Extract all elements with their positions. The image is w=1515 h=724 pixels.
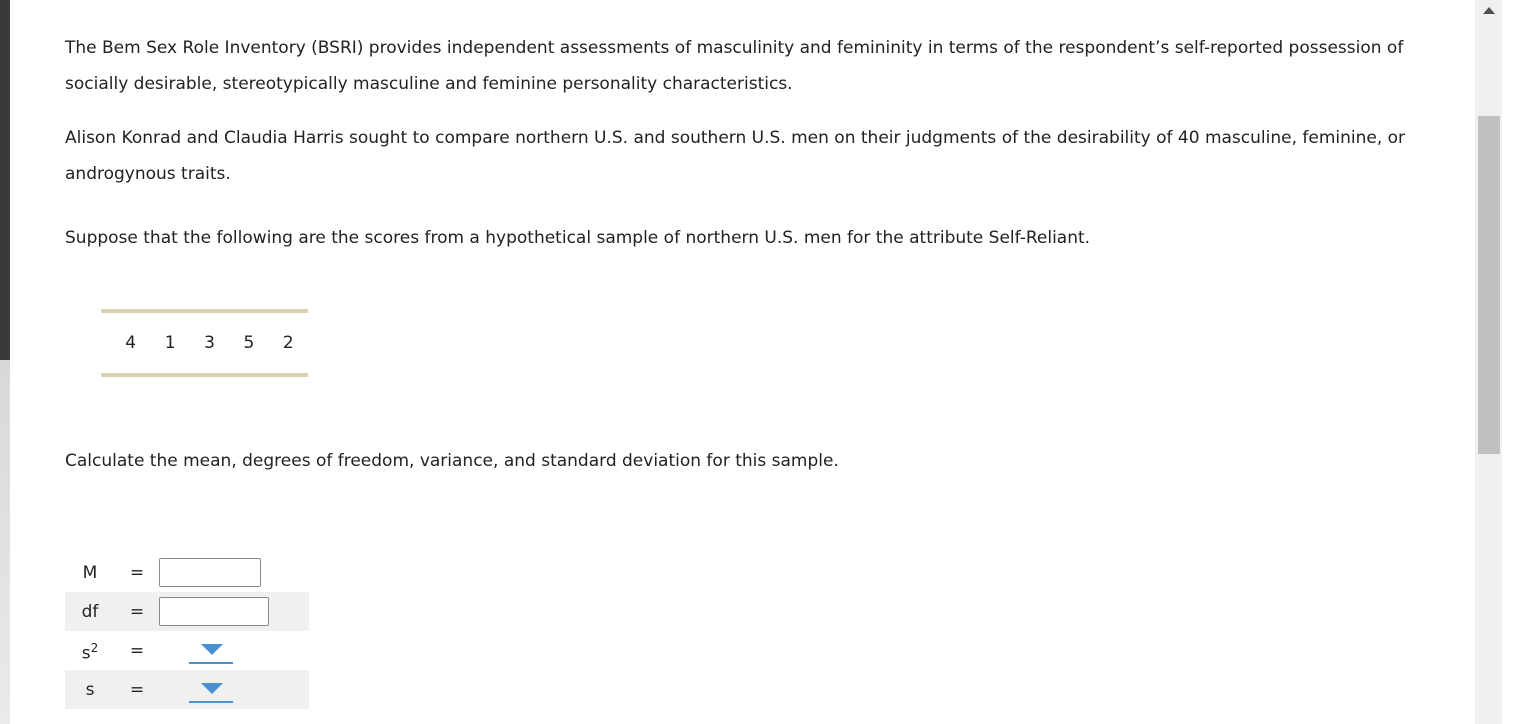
scrollbar-thumb[interactable]: [1478, 116, 1500, 454]
mean-symbol: M: [82, 562, 98, 583]
df-symbol: df: [81, 601, 99, 622]
variance-letter: s: [81, 643, 91, 664]
equals-sign: =: [129, 562, 145, 583]
score-value: 5: [243, 333, 255, 353]
df-input[interactable]: [159, 597, 269, 626]
instruction-paragraph: Calculate the mean, degrees of freedom, variance, and standard deviation for this sample.: [65, 451, 839, 471]
caret-down-icon: [201, 683, 223, 694]
answer-table: [65, 553, 309, 709]
mean-row: [65, 553, 309, 592]
variance-dropdown[interactable]: [189, 638, 233, 664]
vertical-scrollbar[interactable]: [1475, 0, 1515, 724]
score-value: 2: [282, 333, 294, 353]
intro-paragraph: The Bem Sex Role Inventory (BSRI) provides independent assessments of masculinity and femininity in terms of the respondent’s self-reported possession of socially desirable, stereotypically masculine and feminine personality characteristics.: [65, 38, 1404, 94]
equals-sign: =: [129, 679, 145, 700]
caret-down-icon: [201, 644, 223, 655]
variance-exponent: 2: [90, 640, 99, 655]
left-window-edge: [0, 0, 10, 724]
caret-up-icon[interactable]: [1483, 7, 1495, 14]
study-paragraph: Alison Konrad and Claudia Harris sought to compare northern U.S. and southern U.S. men on their judgments of the desirability of 40 masculine, feminine, or androgynous traits.: [65, 128, 1406, 184]
mean-input[interactable]: [159, 558, 261, 587]
score-value: 3: [204, 333, 215, 353]
variance-symbol: [65, 630, 115, 672]
score-value: 1: [164, 333, 176, 353]
scores-table: [101, 309, 308, 377]
variance-row: [65, 631, 309, 670]
sd-row: [65, 670, 309, 709]
score-value: 4: [125, 333, 137, 353]
df-row: [65, 592, 309, 631]
sd-symbol: s: [85, 679, 95, 700]
sd-dropdown[interactable]: [189, 677, 233, 703]
suppose-paragraph: Suppose that the following are the scores from a hypothetical sample of northern U.S. men for the attribute Self-Reliant.: [65, 228, 1091, 248]
equals-sign: =: [129, 640, 145, 661]
equals-sign: =: [129, 601, 145, 622]
window-right-edge: [1502, 0, 1515, 724]
